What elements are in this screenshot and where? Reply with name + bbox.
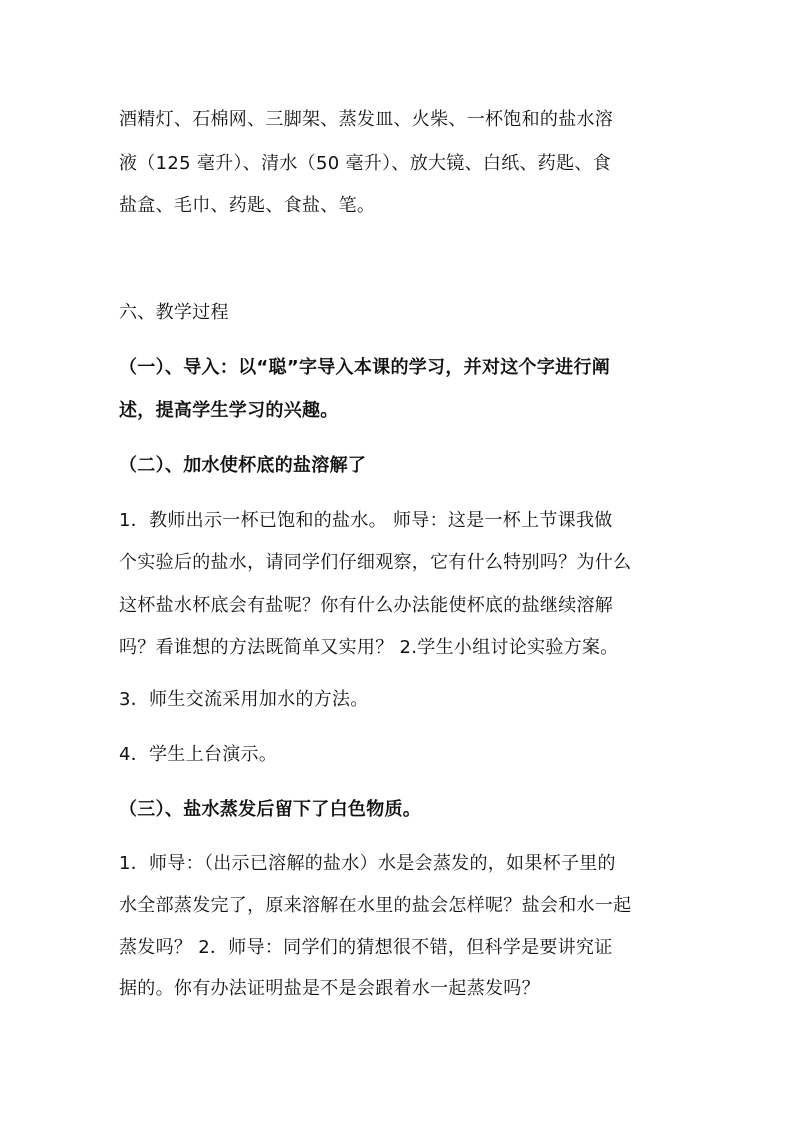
part-two-line-3: 这杯盐水杯底会有盐呢？你有什么办法能使杯底的盐继续溶解: [119, 595, 614, 616]
part-two-line-4: 吗？看谁想的方法既简单又实用？ 2.学生小组讨论实验方案。: [119, 637, 619, 658]
part-two-line-2: 个实验后的盐水，请同学们仔细观察，它有什么特别吗？为什么: [119, 552, 632, 573]
part-three-line-2: 水全部蒸发完了，原来溶解在水里的盐会怎样呢？盐会和水一起: [119, 895, 632, 916]
materials-line-3: 盐盒、毛巾、药匙、食盐、笔。: [119, 195, 376, 216]
part-two-line-6: 4．学生上台演示。: [119, 744, 278, 765]
materials-line-2: 液（125 毫升）、清水（50 毫升）、放大镜、白纸、药匙、食: [119, 153, 612, 174]
part-two-heading: （二）、加水使杯底的盐溶解了: [119, 455, 367, 476]
part-three-line-1: 1．师导：（出示已溶解的盐水）水是会蒸发的，如果杯子里的: [119, 853, 616, 874]
part-one-heading-line-1: （一）、导入：以“聪”字导入本课的学习，并对这个字进行阐: [119, 357, 611, 378]
section-six-title: 六、教学过程: [119, 302, 229, 323]
part-three-line-3: 蒸发吗？ 2．师导：同学们的猜想很不错，但科学是要讲究证: [119, 937, 613, 958]
part-one-heading-line-2: 述，提高学生学习的兴趣。: [119, 400, 339, 421]
part-three-heading: （三）、盐水蒸发后留下了白色物质。: [119, 799, 422, 820]
materials-line-1: 酒精灯、石棉网、三脚架、蒸发皿、火柴、一杯饱和的盐水溶: [119, 109, 614, 130]
part-three-line-4: 据的。你有办法证明盐是不是会跟着水一起蒸发吗？: [119, 978, 540, 999]
part-two-line-1: 1．教师出示一杯已饱和的盐水。 师导：这是一杯上节课我做: [119, 510, 613, 531]
part-two-line-5: 3．师生交流采用加水的方法。: [119, 689, 369, 710]
